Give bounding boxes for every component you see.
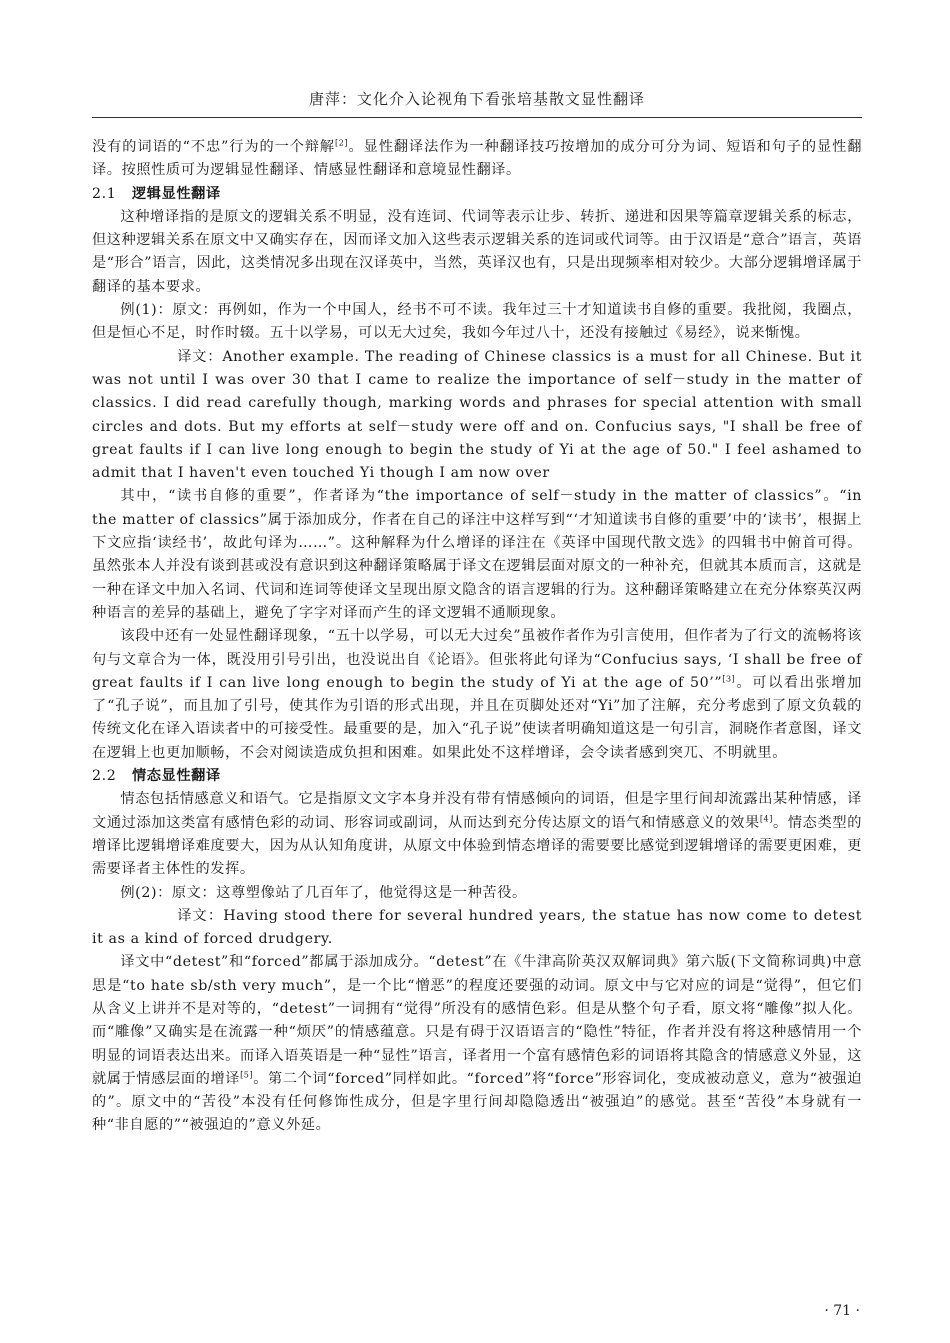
text-run: 译文中“detest”和“forced”都属于添加成分。“detest”在《牛津高阶英汉双解词典》第六版(下文简称词典)中意思是“to hate sb/sth very much”，是一个比“憎恶”的程度还要强的动词。原文中与它对应的词是“觉得”，但它们从含义上讲并不是对等的，“detest”一词拥有“觉得”所没有的感情色彩。但是从整个句子看，原文将“雕像”拟人化。而“雕像”又确实是在流露一种“烦厌”的情感蕴意。只是有碍于汉语语言的“隐性”特征，作者并没有将这种感情用一个明显的词语表达出来。而译入语英语是一种“显性”语言，译者用一个富有感情色彩的词语将其隐含的情感意义外显，这就属于情感层面的增译	[92, 954, 862, 1087]
section-title: 情态显性翻译	[132, 768, 221, 785]
paragraph	[92, 788, 862, 881]
paragraph	[92, 625, 862, 765]
article-body	[92, 136, 862, 1138]
text-run: 该段中还有一处显性翻译现象，“五十以学易，可以无大过矣”虽被作者作为引言使用，但作者为了行文的流畅将该句与文章合为一体，既没用引号引出，也没说出自《论语》。但张将此句译为“Confucius says, ‘I shall be free of great faults if I can live long enough to begin the study of Yi at the age of 50’”	[92, 628, 862, 691]
page-number: · 71 ·	[824, 1303, 860, 1319]
text-run: 情态包括情感意义和语气。它是指原文文字本身并没有带有情感倾向的词语，但是字里行间却流露出某种情感，译文通过添加这类富有感情色彩的动词、形容词或副词，从而达到充分传达原文的语气和情感意义的效果	[92, 791, 862, 831]
citation: [5]	[240, 1070, 254, 1080]
paragraph	[92, 136, 862, 183]
text-run: 没有的词语的“不忠”行为的一个辩解	[92, 139, 336, 155]
section-heading	[92, 765, 862, 788]
example-source: 例(1)：原文：再例如，作为一个中国人，经书不可不读。我年过三十才知道读书自修的重要。我批阅，我圈点，但是恒心不足，时作时辍。五十以学易，可以无大过矣，我如今年过八十，还没有接触过《易经》，说来惭愧。	[92, 302, 862, 342]
text-run: 。情态类型的增译比逻辑增译难度要大，因为从认知角度讲，从原文中体验到情态增译的需要要比感觉到逻辑增译的需要更困难，更需要译者主体性的发挥。	[92, 814, 862, 878]
section-title: 逻辑显性翻译	[132, 185, 221, 202]
running-header: 唐萍：文化介入论视角下看张培基散文显性翻译	[308, 90, 645, 108]
paragraph: 这种增译指的是原文的逻辑关系不明显，没有连词、代词等表示让步、转折、递进和因果等篇章逻辑关系的标志，但这种逻辑关系在原文中又确实存在，因而译文加入这些表示逻辑关系的连词或代词等。由于汉语是“意合”语言，英语是“形合”语言，因此，这类情况多出现在汉译英中，当然，英译汉也有，只是出现频率相对较少。大部分逻辑增译属于翻译的基本要求。	[92, 208, 862, 295]
example-translation: 译文：Having stood there for several hundred years, the statue has now come to detest it as a kind of forced drudgery.	[92, 907, 862, 948]
section-number: 2.1	[92, 185, 117, 202]
section-number: 2.2	[92, 768, 117, 785]
paragraph	[92, 951, 862, 1137]
header-rule	[92, 117, 862, 118]
example-translation: 译文：Another example. The reading of Chinese classics is a must for all Chinese. But it was not until I was over 30 that I came to realize the importance of self－study in the matter of classics. I did read carefully though, marking words and phrases for special attention with small circles and dots. But my efforts at self－study were off and on. Confucius says, "I shall be free of great faults if I can live long enough to begin the study of Yi at the age of 50." I feel ashamed to admit that I haven't even touched Yi though I am now over	[92, 348, 862, 482]
citation: [4]	[759, 813, 773, 823]
section-heading	[92, 183, 862, 206]
citation: [3]	[722, 674, 736, 684]
paragraph: 其中，“读书自修的重要”，作者译为“the importance of self－study in the matter of classics”。“in the matter of classics”属于添加成分，作者在自己的译注中这样写到“‘才知道读书自修的重要’中的‘读书’，根据上下文应指‘读经书’，故此句译为……”。这种解释为什么增译的译注在《英译中国现代散文选》的四辑书中俯首可得。虽然张本人并没有谈到甚或没有意识到这种翻译策略属于译文在逻辑层面对原文的一种补充，但就其本质而言，这就是一种在译文中加入名词、代词和连词等使译文呈现出原文隐含的语言逻辑的行为。这种翻译策略建立在充分体察英汉两种语言的差异的基础上，避免了字字对译而产生的译文逻辑不通顺现象。	[92, 488, 862, 621]
text-run: 。第二个词“forced”同样如此。“forced”将“force”形容词化，变成被动意义，意为“被强迫的”。原文中的“苦役”本没有任何修饰性成分，但是字里行间却隐隐透出“被强迫”的感觉。甚至“苦役”本身就有一种“非自愿的”“被强迫的”意义外延。	[92, 1070, 862, 1134]
text-run: 。显性翻译法作为一种翻译技巧按增加的成分可分为词、短语和句子的显性翻译。按照性质可为逻辑显性翻译、情感显性翻译和意境显性翻译。	[92, 139, 862, 179]
citation: [2]	[335, 138, 349, 148]
text-run: 。可以看出张增加了“孔子说”，而且加了引号，使其作为引语的形式出现，并且在页脚处还对“Yi”加了注解，充分考虑到了原文负载的传统文化在译入语读者中的可接受性。最重要的是，加入“孔子说”使读者明确知道这是一句引言，洞晓作者意图，译文在逻辑上也更加顺畅，不会对阅读造成负担和困难。如果此处不这样增译，会令读者感到突兀、不明就里。	[92, 674, 862, 761]
example-source: 例(2)：原文：这尊塑像站了几百年了，他觉得这是一种苦役。	[120, 884, 527, 901]
